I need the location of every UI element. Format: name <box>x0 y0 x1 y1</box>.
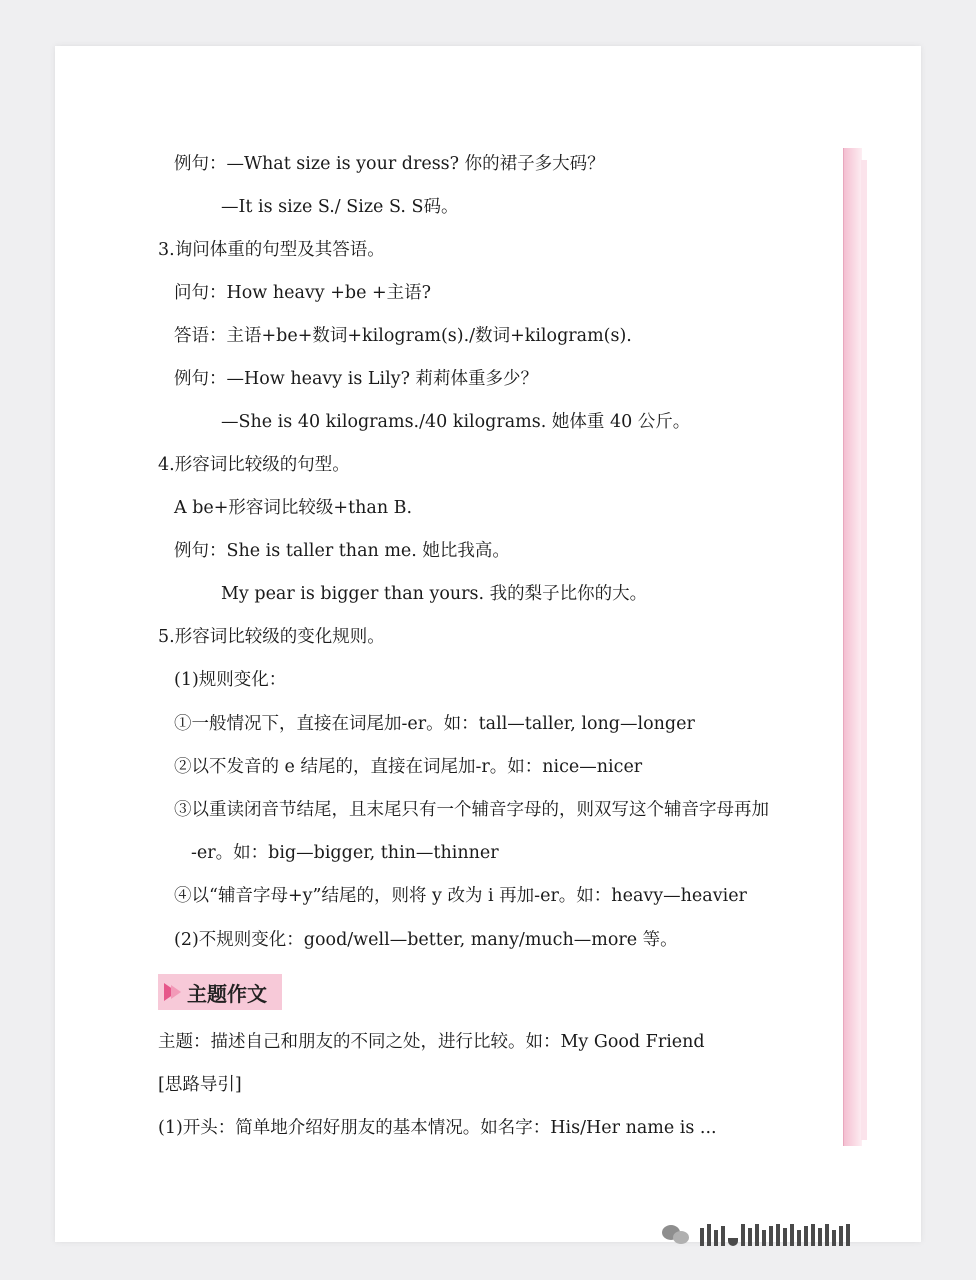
section-4-title: 4.形容词比较级的句型。 <box>158 455 350 475</box>
composition-topic: 主题：描述自己和朋友的不同之处，进行比较。如：My Good Friend <box>158 1032 705 1052</box>
example-weight-answer: —She is 40 kilograms./40 kilograms. 她体重 40 公斤。 <box>221 412 691 432</box>
rule-1: ①一般情况下，直接在词尾加-er。如：tall—taller, long—longer <box>174 714 695 734</box>
example-comparative-1: 例句：She is taller than me. 她比我高。 <box>174 541 510 561</box>
rule-2: ②以不发音的 e 结尾的，直接在词尾加-r。如：nice—nicer <box>174 757 643 777</box>
section-heading-label: 主题作文 <box>187 981 267 1006</box>
rule-3: ③以重读闭音节结尾，且末尾只有一个辅音字母的，则双写这个辅音字母再加 <box>174 800 769 820</box>
guidance-step-1: (1)开头：简单地介绍好朋友的基本情况。如名字：His/Her name is ... <box>158 1118 717 1138</box>
comparative-pattern: A be+形容词比较级+than B. <box>174 498 413 518</box>
watermark <box>662 1222 853 1246</box>
example-weight-question: 例句：—How heavy is Lily? 莉莉体重多少？ <box>174 369 539 389</box>
rule-4: ④以“辅音字母+y”结尾的，则将 y 改为 i 再加-er。如：heavy—heavier <box>174 886 747 906</box>
example-comparative-2: My pear is bigger than yours. 我的梨子比你的大。 <box>221 584 648 604</box>
rule-3-continued: -er。如：big—bigger, thin—thinner <box>191 843 499 863</box>
section-heading-composition <box>158 974 282 1010</box>
section-3-title: 3.询问体重的句型及其答语。 <box>158 240 385 260</box>
example-size-answer: —It is size S./ Size S. S码。 <box>221 197 459 217</box>
weight-answer-pattern: 答语：主语+be+数词+kilogram(s)./数词+kilogram(s). <box>174 326 632 346</box>
regular-changes-heading: (1)规则变化： <box>174 670 287 690</box>
weight-question-pattern: 问句：How heavy +be +主语? <box>174 283 432 303</box>
watermark-mark <box>700 1222 853 1246</box>
irregular-changes: (2)不规则变化：good/well—better, many/much—more 等。 <box>174 930 678 950</box>
guidance-heading: [思路导引] <box>158 1075 242 1095</box>
wechat-icon <box>662 1223 692 1245</box>
arrow-accent-icon <box>171 985 181 999</box>
section-5-title: 5.形容词比较级的变化规则。 <box>158 627 385 647</box>
example-size-question: 例句：—What size is your dress? 你的裙子多大码？ <box>174 154 605 174</box>
